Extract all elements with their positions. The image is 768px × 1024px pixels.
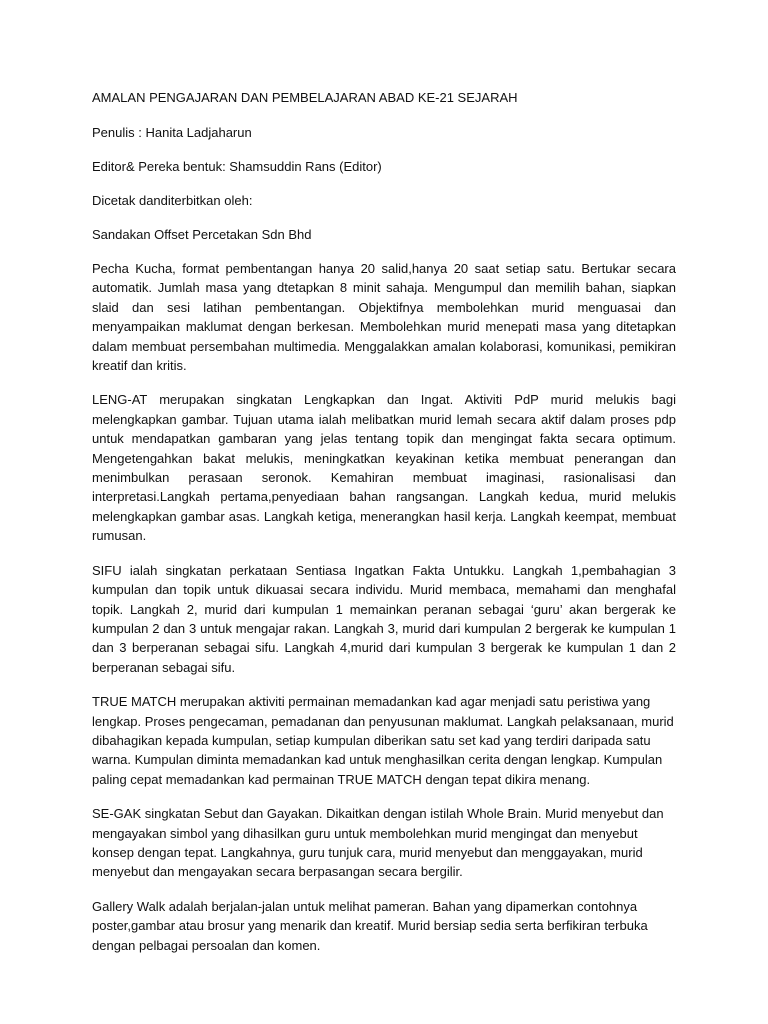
paragraph-se-gak: SE-GAK singkatan Sebut dan Gayakan. Dikaitkan dengan istilah Whole Brain. Murid menyebut dan mengayakan simbol yang dihasilkan guru untuk membolehkan murid mengingat dan menyebut konsep dengan tepat. Langkahnya, guru tunjuk cara, murid menyebut dan menggayakan, murid menyebut dan mengayakan secara berpasangan secara bergilir. [92, 806, 664, 880]
editor-line: Editor& Pereka bentuk: Shamsuddin Rans (Editor) [92, 159, 382, 174]
paragraph-pecha-kucha: Pecha Kucha, format pembentangan hanya 20 salid,hanya 20 saat setiap satu. Bertukar secara automatik. Jumlah masa yang dtetapkan 8 minit sahaja. Mengumpul dan memilih bahan, siapkan slaid dan sesi latihan pembentangan. Objektifnya membolehkan murid menguasai dan menyampaikan maklumat dengan berkesan. Membolehkan murid menepati masa yang ditetapkan dalam membuat persembahan multimedia. Menggalakkan amalan kolaborasi, komunikasi, pemikiran kreatif dan kritis. [92, 261, 676, 374]
paragraph-gallery-walk: Gallery Walk adalah berjalan-jalan untuk melihat pameran. Bahan yang dipamerkan contohnya poster,gambar atau brosur yang menarik dan kreatif. Murid bersiap sedia serta berfikiran terbuka dengan pelbagai persoalan dan komen. [92, 898, 648, 953]
document-title: AMALAN PENGAJARAN DAN PEMBELAJARAN ABAD KE-21 SEJARAH [92, 90, 518, 105]
publisher-name: Sandakan Offset Percetakan Sdn Bhd [92, 227, 312, 242]
paragraph-true-match: TRUE MATCH merupakan aktiviti permainan memadankan kad agar menjadi satu peristiwa yang lengkap. Proses pengecaman, pemadanan dan penyusunan maklumat. Langkah pelaksanaan, murid dibahagikan kepada kumpulan, setiap kumpulan diberikan satu set kad yang terdiri daripada satu warna. Kumpulan diminta memadankan kad untuk menghasilkan cerita dengan lengkap. Kumpulan paling cepat memadankan kad permainan TRUE MATCH dengan tepat dikira menang. [92, 694, 674, 787]
author-line: Penulis : Hanita Ladjaharun [92, 125, 252, 140]
paragraph-sifu: SIFU ialah singkatan perkataan Sentiasa Ingatkan Fakta Untukku. Langkah 1,pembahagian 3 kumpulan dan topik untuk dikuasai secara individu. Murid membaca, memahami dan menghafal topik. Langkah 2, murid dari kumpulan 1 memainkan peranan sebagai ‘guru’ akan bergerak ke kumpulan 2 dan 3 untuk mengajar rakan. Langkah 3, murid dari kumpulan 2 bergerak ke kumpulan 1 dan 3 berperanan sebagai sifu. Langkah 4,murid dari kumpulan 3 bergerak ke kumpulan 1 dan 2 berperanan sebagai sifu. [92, 562, 676, 675]
publisher-label: Dicetak danditerbitkan oleh: [92, 193, 253, 208]
paragraph-leng-at: LENG-AT merupakan singkatan Lengkapkan dan Ingat. Aktiviti PdP murid melukis bagi melengkapkan gambar. Tujuan utama ialah melibatkan murid lemah secara aktif dalam proses pdp untuk mendapatkan gambaran yang jelas tentang topik dan mengingat fakta secara optimum. Mengetengahkan bakat melukis, meningkatkan keyakinan ketika membuat penerangan dan menimbulkan perasaan seronok. Kemahiran membuat imaginasi, rasionalisasi dan interpretasi.Langkah pertama,penyediaan bahan rangsangan. Langkah kedua, murid melukis melengkapkan gambar asas. Langkah ketiga, menerangkan hasil kerja. Langkah keempat, membuat rumusan. [92, 392, 676, 544]
document-page [92, 88, 676, 970]
